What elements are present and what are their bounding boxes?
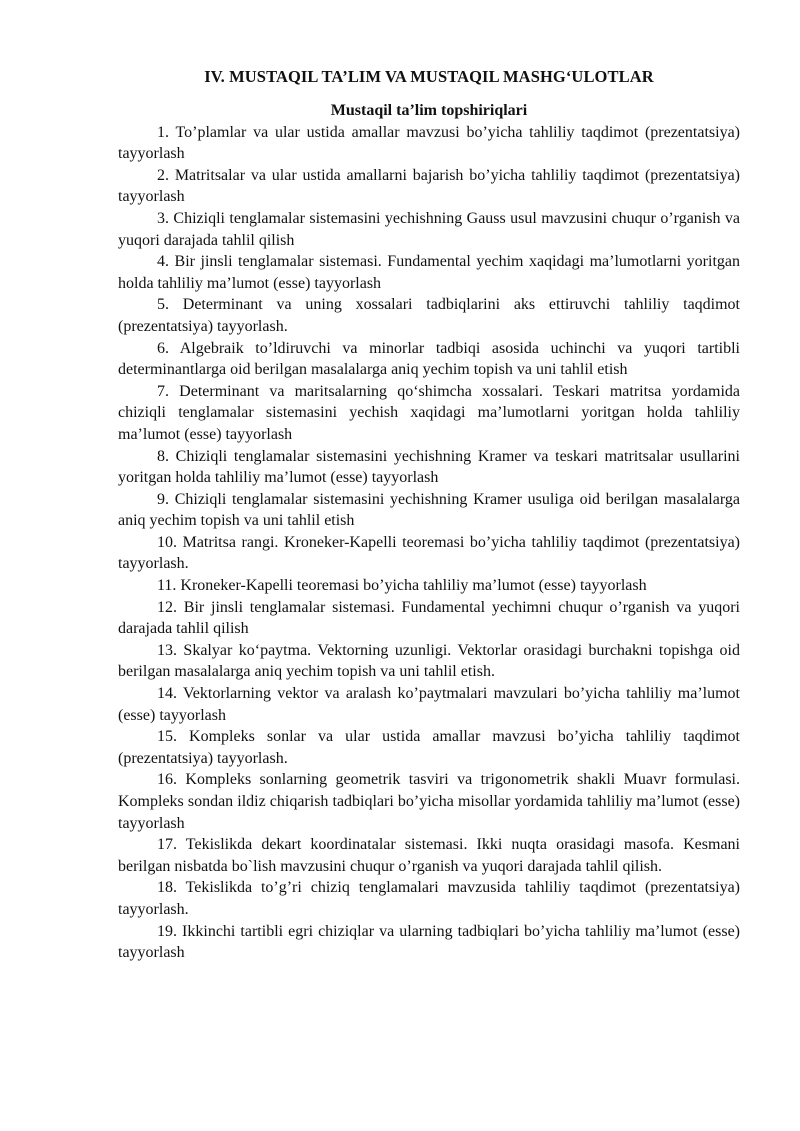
task-item: 2. Matritsalar va ular ustida amallarni bajarish bo’yicha tahliliy taqdimot (prezentatsiya) tayyorlash: [118, 166, 740, 206]
chapter-title: IV. MUSTAQIL TA’LIM VA MUSTAQIL MASHG‘ULOTLAR: [204, 67, 654, 86]
task-item: 18. Tekislikda to’g’ri chiziq tenglamalari mavzusida tahliliy taqdimot (prezentatsiya) tayyorlash.: [118, 879, 740, 918]
task-item: 3. Chiziqli tenglamalar sistemasini yechishning Gauss usul mavzusini chuqur o’rganish va yuqori darajada tahlil qilish: [118, 209, 740, 249]
document-page: [118, 66, 740, 964]
task-item: 9. Chiziqli tenglamalar sistemasini yechishning Kramer usuliga oid berilgan masalalarga aniq yechim topish va uni tahlil etish: [118, 490, 740, 530]
task-item: 19. Ikkinchi tartibli egri chiziqlar va ularning tadbiqlari bo’yicha tahliliy ma’lumot (esse) tayyorlash: [118, 922, 740, 962]
task-list: [118, 122, 740, 964]
task-item: 10. Matritsa rangi. Kroneker-Kapelli teoremasi bo’yicha tahliliy taqdimot (prezentatsiya) tayyorlash.: [118, 533, 740, 573]
task-item: 1. To’plamlar va ular ustida amallar mavzusi bo’yicha tahliliy taqdimot (prezentatsiya) tayyorlash: [118, 123, 740, 163]
task-item: 15. Kompleks sonlar va ular ustida amallar mavzusi bo’yicha tahliliy taqdimot (prezentatsiya) tayyorlash.: [118, 728, 740, 767]
task-item: 12. Bir jinsli tenglamalar sistemasi. Fundamental yechimni chuqur o’rganish va yuqori darajada tahlil qilish: [118, 598, 740, 638]
task-item: 17. Tekislikda dekart koordinatalar sistemasi. Ikki nuqta orasidagi masofa. Kesmani berilgan nisbatda bo`lish mavzusini chuqur o’rganish va yuqori darajada tahlil qilish.: [118, 836, 740, 875]
task-item: 6. Algebraik to’ldiruvchi va minorlar tadbiqi asosida uchinchi va yuqori tartibli determinantlarga oid berilgan masalalarga aniq yechim topish va uni tahlil etish: [118, 339, 740, 379]
task-item: 4. Bir jinsli tenglamalar sistemasi. Fundamental yechim xaqidagi ma’lumotlarni yoritgan holda tahliliy ma’lumot (esse) tayyorlash: [118, 253, 740, 292]
task-item: 5. Determinant va uning xossalari tadbiqlarini aks ettiruvchi tahliliy taqdimot (prezentatsiya) tayyorlash.: [118, 296, 740, 335]
task-item: 16. Kompleks sonlarning geometrik tasviri va trigonometrik shakli Muavr formulasi. Kompleks sondan ildiz chiqarish tadbiqlari bo’yicha misollar yordamida tahliliy ma’lumot (esse) tayyorlash: [118, 771, 740, 832]
task-item: 7. Determinant va maritsalarning qo‘shimcha xossalari. Teskari matritsa yordamida chiziqli tenglamalar sistemasini yechish xaqidagi ma’lumotlarni yoritgan holda tahliliy ma’lumot (esse) tayyorlash: [118, 382, 740, 443]
task-item: 14. Vektorlarning vektor va aralash ko’paytmalari mavzulari bo’yicha tahliliy ma’lumot (esse) tayyorlash: [118, 685, 740, 724]
task-item: 8. Chiziqli tenglamalar sistemasini yechishning Kramer va teskari matritsalar usullarini yoritgan holda tahliliy ma’lumot (esse) tayyorlash: [118, 447, 740, 487]
task-item: 13. Skalyar ko‘paytma. Vektorning uzunligi. Vektorlar orasidagi burchakni topishga oid berilgan masalalarga aniq yechim topish va uni tahlil etish.: [118, 641, 740, 681]
section-title: Mustaqil ta’lim topshiriqlari: [330, 102, 528, 119]
task-item: 11. Kroneker-Kapelli teoremasi bo’yicha tahliliy ma’lumot (esse) tayyorlash: [157, 577, 647, 595]
